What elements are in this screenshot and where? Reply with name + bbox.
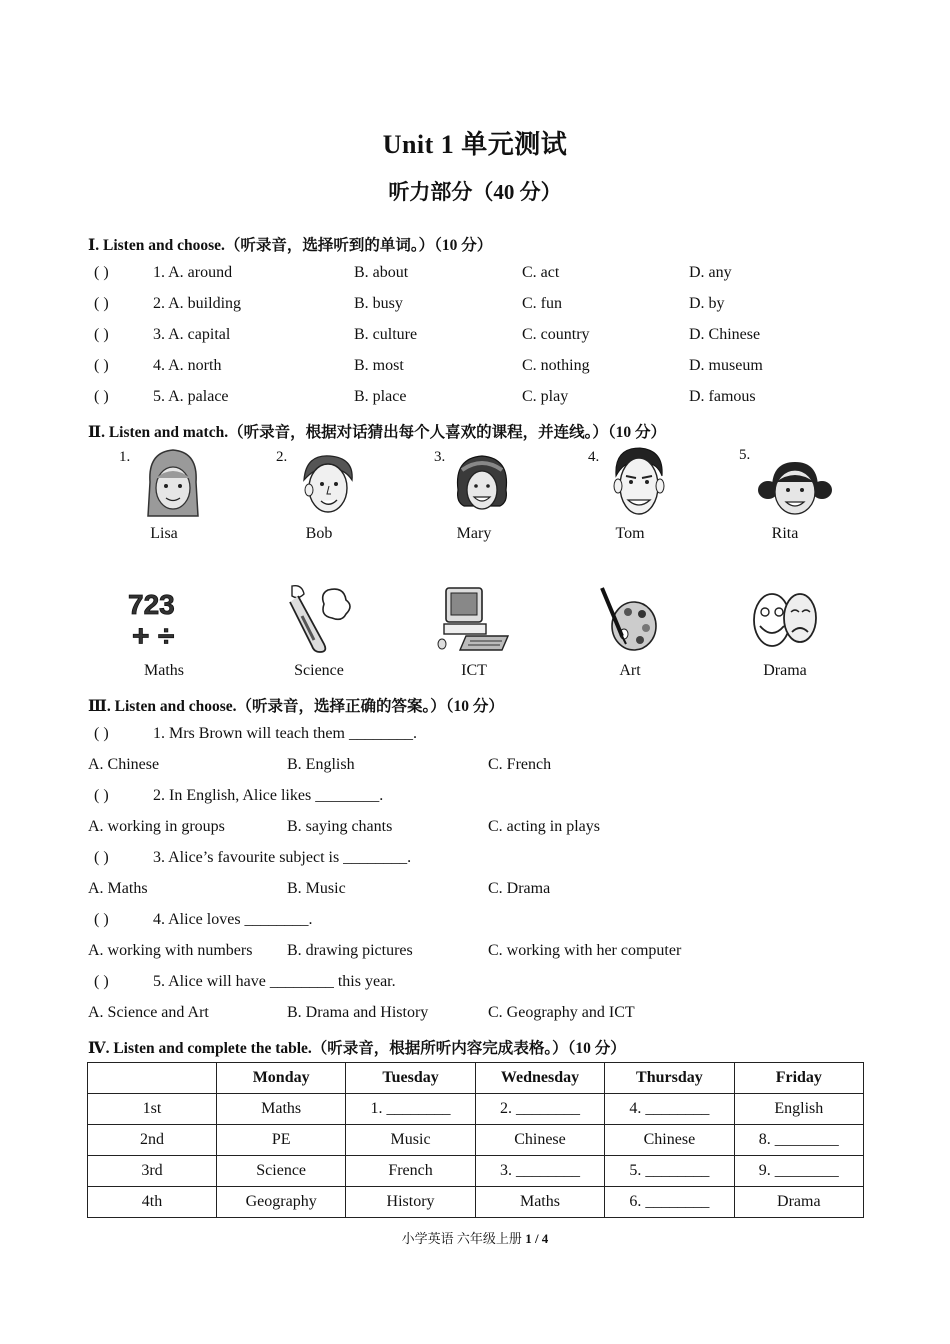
subject-label: Science xyxy=(294,662,344,679)
page-number: 1 / 4 xyxy=(525,1231,549,1246)
option-b: B. most xyxy=(354,357,404,374)
option-c: C. nothing xyxy=(522,357,590,374)
column-header: Thursday xyxy=(605,1063,734,1094)
answer-blank[interactable]: ( ) xyxy=(94,787,109,804)
part1-heading: Ⅰ. Listen and choose.（听录音，选择听到的单词。）（10 分） xyxy=(88,237,493,254)
answer-blank[interactable]: ( ) xyxy=(94,973,109,990)
fill-blank-cell[interactable]: 4. ________ xyxy=(605,1094,734,1125)
option-c: C. working with her computer xyxy=(488,942,682,959)
period-label: 3rd xyxy=(88,1156,217,1187)
table-row xyxy=(88,1156,864,1187)
person-name: Bob xyxy=(305,525,333,542)
table-cell: Maths xyxy=(216,1094,345,1125)
period-label: 4th xyxy=(88,1187,217,1218)
fill-blank-cell[interactable]: 9. ________ xyxy=(734,1156,863,1187)
option-d: D. any xyxy=(689,264,732,281)
table-row xyxy=(88,1187,864,1218)
table-cell: Science xyxy=(216,1156,345,1187)
part3-options xyxy=(88,1004,868,1028)
timetable xyxy=(87,1062,864,1218)
question-text: 2. In English, Alice likes ________. xyxy=(153,787,384,804)
page-footer xyxy=(0,1228,950,1247)
column-header: Wednesday xyxy=(475,1063,604,1094)
answer-blank[interactable]: ( ) xyxy=(94,725,109,742)
subject-label: Drama xyxy=(763,662,807,679)
table-cell: English xyxy=(734,1094,863,1125)
part3-question xyxy=(88,787,868,811)
column-header: Friday xyxy=(734,1063,863,1094)
option-c: C. fun xyxy=(522,295,562,312)
person-number: 3. xyxy=(434,449,446,465)
column-header xyxy=(88,1063,217,1094)
option-b: B. about xyxy=(354,264,409,281)
table-cell: Chinese xyxy=(605,1125,734,1156)
column-header: Tuesday xyxy=(346,1063,475,1094)
page-subtitle: 听力部分（40 分） xyxy=(388,180,562,204)
table-cell: Drama xyxy=(734,1187,863,1218)
part3-options xyxy=(88,942,868,966)
part1-item xyxy=(88,357,868,381)
subject-label: Art xyxy=(619,662,641,679)
option-a: A. working with numbers xyxy=(88,942,253,959)
part3-options xyxy=(88,880,868,904)
bob-portrait-icon xyxy=(296,450,360,520)
part3-heading: Ⅲ. Listen and choose.（听录音，选择正确的答案。）（10 分） xyxy=(88,698,504,715)
subject-label: ICT xyxy=(461,662,487,679)
answer-blank[interactable]: ( ) xyxy=(94,849,109,866)
table-header-row xyxy=(88,1063,864,1094)
question-text: 1. Mrs Brown will teach them ________. xyxy=(153,725,417,742)
option-a: 1. A. around xyxy=(153,264,233,281)
table-cell: Geography xyxy=(216,1187,345,1218)
option-a: A. working in groups xyxy=(88,818,225,835)
question-text: 5. Alice will have ________ this year. xyxy=(153,973,396,990)
part3-question xyxy=(88,725,868,749)
fill-blank-cell[interactable]: 6. ________ xyxy=(605,1187,734,1218)
mary-portrait-icon xyxy=(452,450,512,518)
option-b: B. busy xyxy=(354,295,403,312)
answer-blank[interactable]: ( ) xyxy=(94,295,109,312)
answer-blank[interactable]: ( ) xyxy=(94,388,109,405)
part3-question xyxy=(88,973,868,997)
column-header: Monday xyxy=(216,1063,345,1094)
option-c: C. Drama xyxy=(488,880,551,897)
part1-item xyxy=(88,326,868,350)
tom-portrait-icon xyxy=(610,446,668,522)
footer-text: 小学英语 六年级上册 xyxy=(401,1231,526,1246)
answer-blank[interactable]: ( ) xyxy=(94,326,109,343)
option-b: B. drawing pictures xyxy=(287,942,413,959)
option-b: B. English xyxy=(287,756,355,773)
answer-blank[interactable]: ( ) xyxy=(94,357,109,374)
option-c: C. acting in plays xyxy=(488,818,600,835)
option-d: D. museum xyxy=(689,357,763,374)
question-text: 4. Alice loves ________. xyxy=(153,911,313,928)
fill-blank-cell[interactable]: 8. ________ xyxy=(734,1125,863,1156)
person-name: Mary xyxy=(456,525,492,542)
science-test-tube-icon xyxy=(284,582,356,654)
fill-blank-cell[interactable]: 2. ________ xyxy=(475,1094,604,1125)
table-cell: French xyxy=(346,1156,475,1187)
option-d: D. Chinese xyxy=(689,326,761,343)
question-text: 3. Alice’s favourite subject is ________. xyxy=(153,849,412,866)
person-name: Tom xyxy=(615,525,645,542)
option-b: B. Drama and History xyxy=(287,1004,429,1021)
part1-item xyxy=(88,388,868,412)
option-b: B. culture xyxy=(354,326,418,343)
rita-portrait-icon xyxy=(756,458,834,518)
page-title: Unit 1 单元测试 xyxy=(382,130,568,159)
table-cell: History xyxy=(346,1187,475,1218)
option-d: D. by xyxy=(689,295,725,312)
table-row xyxy=(88,1125,864,1156)
option-a: 4. A. north xyxy=(153,357,222,374)
option-c: C. French xyxy=(488,756,552,773)
table-cell: Maths xyxy=(475,1187,604,1218)
option-b: B. Music xyxy=(287,880,346,897)
svg-text:723: 723 xyxy=(128,589,175,620)
part1-item xyxy=(88,295,868,319)
option-a: 3. A. capital xyxy=(153,326,231,343)
part3-question xyxy=(88,911,868,935)
period-label: 2nd xyxy=(88,1125,217,1156)
fill-blank-cell[interactable]: 3. ________ xyxy=(475,1156,604,1187)
part3-question xyxy=(88,849,868,873)
table-cell: PE xyxy=(216,1125,345,1156)
person-number: 4. xyxy=(588,449,600,465)
part3-options xyxy=(88,756,868,780)
person-number: 5. xyxy=(739,447,751,463)
option-c: C. Geography and ICT xyxy=(488,1004,635,1021)
drama-masks-icon xyxy=(750,588,820,652)
ict-computer-icon xyxy=(436,584,512,652)
option-c: C. act xyxy=(522,264,560,281)
option-b: B. saying chants xyxy=(287,818,393,835)
person-number: 1. xyxy=(119,449,131,465)
table-cell: Music xyxy=(346,1125,475,1156)
option-c: C. play xyxy=(522,388,569,405)
option-a: A. Science and Art xyxy=(88,1004,209,1021)
subject-label: Maths xyxy=(144,662,184,679)
part1-item xyxy=(88,264,868,288)
person-name: Lisa xyxy=(150,525,178,542)
svg-text:+ ÷: + ÷ xyxy=(132,620,175,652)
option-c: C. country xyxy=(522,326,590,343)
option-a: 5. A. palace xyxy=(153,388,229,405)
lisa-portrait-icon xyxy=(142,446,204,520)
fill-blank-cell[interactable]: 1. ________ xyxy=(346,1094,475,1125)
person-number: 2. xyxy=(276,449,288,465)
maths-numbers-icon xyxy=(126,584,196,652)
period-label: 1st xyxy=(88,1094,217,1125)
table-row xyxy=(88,1094,864,1125)
option-b: B. place xyxy=(354,388,407,405)
art-palette-icon xyxy=(598,586,660,652)
part2-heading: Ⅱ. Listen and match.（听录音，根据对话猜出每个人喜欢的课程，并连线。）（10 分） xyxy=(88,424,666,441)
answer-blank[interactable]: ( ) xyxy=(94,911,109,928)
part3-options xyxy=(88,818,868,842)
option-a: A. Maths xyxy=(88,880,148,897)
option-a: 2. A. building xyxy=(153,295,242,312)
person-name: Rita xyxy=(771,525,799,542)
table-cell: Chinese xyxy=(475,1125,604,1156)
part4-heading: Ⅳ. Listen and complete the table.（听录音，根据所听内容完成表格。）（10 分） xyxy=(88,1040,626,1057)
answer-blank[interactable]: ( ) xyxy=(94,264,109,281)
option-d: D. famous xyxy=(689,388,756,405)
fill-blank-cell[interactable]: 5. ________ xyxy=(605,1156,734,1187)
option-a: A. Chinese xyxy=(88,756,160,773)
